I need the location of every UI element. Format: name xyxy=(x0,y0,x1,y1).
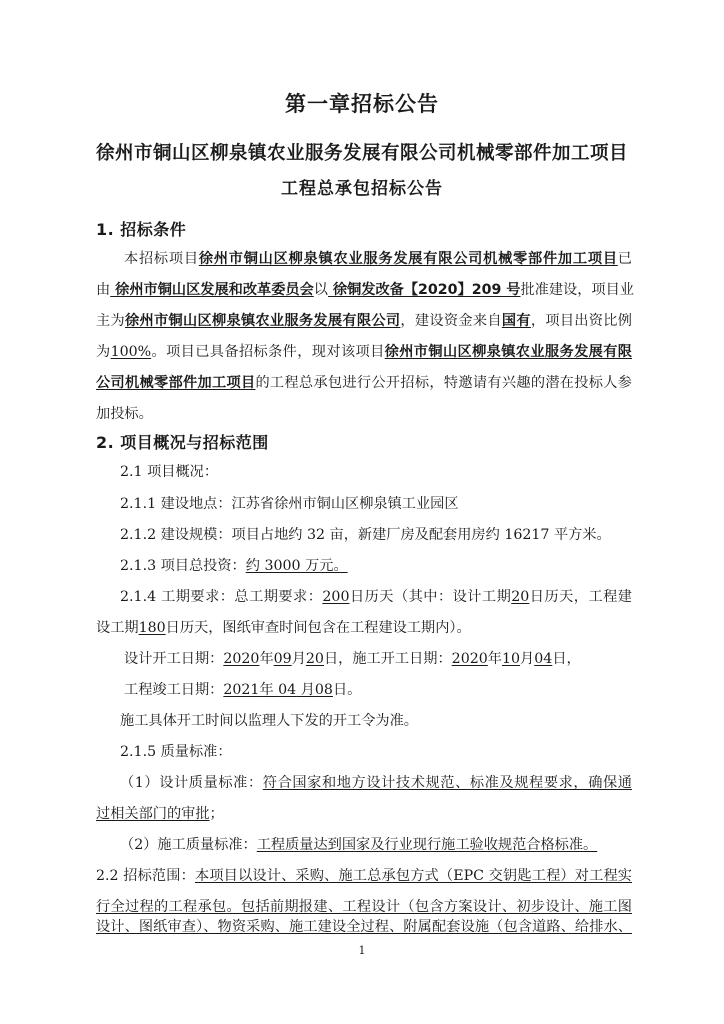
text-run: 月 xyxy=(291,651,306,667)
text-run: 为 xyxy=(96,344,111,360)
fund-source: 国有 xyxy=(501,313,531,329)
text-run: 工程竣工日期： xyxy=(124,682,224,698)
page-number: 1 xyxy=(358,944,366,957)
text-run: 已 xyxy=(617,251,632,267)
schedule-requirement xyxy=(96,587,632,607)
text-run: 月 xyxy=(520,651,535,667)
construction-quality-standard xyxy=(96,835,656,855)
bidding-scope xyxy=(96,866,632,886)
text-run: 本项目以设计、采购、施工总承包方式（EPC 交钥匙工程）对工程实 xyxy=(194,868,632,884)
construction-scale: 2.1.2 建设规模：项目占地约 32 亩，新建厂房及配套用房约 16217 平方米。 xyxy=(120,527,611,543)
design-quality-standard xyxy=(96,804,632,824)
approval-authority: 徐州市铜山区发展和改革委员会 xyxy=(110,282,314,298)
text-run: 年 xyxy=(487,651,502,667)
chapter-title: 第一章招标公告 xyxy=(285,92,439,116)
text-run: 2.1.4 工期要求：总工期要求： xyxy=(120,589,323,605)
text-run: （2）施工质量标准： xyxy=(120,837,257,853)
text-run: 设计开工日期： xyxy=(124,651,224,667)
approval-number: 徐铜发改备【2020】209 号 xyxy=(327,282,521,298)
construction-start-day: 04 xyxy=(534,651,553,667)
project-owner: 徐州市铜山区柳泉镇农业服务发展有限公司 xyxy=(125,313,401,329)
text-run: 2.1.3 项目总投资： xyxy=(120,558,246,574)
design-days: 20 xyxy=(511,589,530,605)
text-run: 以 xyxy=(313,282,328,298)
section2-heading: 2. 项目概况与招标范围 xyxy=(96,433,269,452)
text-run: ； xyxy=(209,806,224,822)
section1-paragraph-line xyxy=(96,373,632,393)
bidding-scope: 设计、图纸审查）、物资采购、施工建设全过程、附属配套设施（包含道路、给排水、 xyxy=(96,919,632,935)
schedule-requirement xyxy=(96,618,632,638)
design-quality-standard xyxy=(96,773,632,793)
text-run: ，项目出资比例 xyxy=(530,313,632,329)
completion-year: 2021 xyxy=(223,682,260,698)
text-run: 由 xyxy=(96,282,111,298)
section1-paragraph-line: 加投标。 xyxy=(96,406,153,422)
start-note: 施工具体开工时间以监理人下发的开工令为准。 xyxy=(120,713,418,729)
project-name: 徐州市铜山区柳泉镇农业服务发展有限 xyxy=(384,344,632,360)
text-run: 的工程总承包进行公开招标，特邀请有兴趣的潜在投标人参 xyxy=(255,375,632,391)
text-run: 。项目已具备招标条件，现对该项目 xyxy=(151,344,385,360)
text-run: ，建设资金来自 xyxy=(400,313,502,329)
completion-month: 04 xyxy=(278,682,297,698)
section1-heading: 1. 招标条件 xyxy=(96,220,187,239)
text-run: 2.2 招标范围： xyxy=(96,868,195,884)
project-overview-label: 2.1 项目概况： xyxy=(120,464,219,480)
start-dates xyxy=(96,649,660,669)
total-days: 200 xyxy=(322,589,350,605)
text-run: 日， xyxy=(552,651,581,667)
announcement-title: 工程总承包招标公告 xyxy=(281,179,443,199)
investment-amount: 约 3000 万元。 xyxy=(245,558,348,574)
text-run: 年 xyxy=(259,651,274,667)
text-run: 年 xyxy=(259,682,279,698)
design-start-month: 09 xyxy=(273,651,292,667)
text-run: 日历天，工程建 xyxy=(529,589,632,605)
text-run: （1）设计质量标准： xyxy=(120,775,263,791)
funding-ratio: 100% xyxy=(110,344,152,360)
text-run: 批准建设，项目业 xyxy=(520,282,634,298)
section1-paragraph-line xyxy=(96,280,632,300)
construction-start-year: 2020 xyxy=(451,651,488,667)
design-start-year: 2020 xyxy=(223,651,260,667)
text-run: 符合国家和地方设计技术规范、标准及规程要求，确保通 xyxy=(262,775,632,791)
text-run: 日历天（其中：设计工期 xyxy=(349,589,512,605)
section1-paragraph-line xyxy=(96,342,632,362)
completion-date xyxy=(96,680,660,700)
text-run: 设工期 xyxy=(96,620,139,636)
bidding-scope: 行全过程的工程承包。包括前期报建、工程设计（包含方案设计、初步设计、施工图 xyxy=(96,899,632,915)
text-run: 工程质量达到国家及行业现行施工验收规范合格标准。 xyxy=(256,837,598,853)
section1-paragraph-line xyxy=(96,311,632,331)
construction-site: 2.1.1 建设地点：江苏省徐州市铜山区柳泉镇工业园区 xyxy=(120,496,459,512)
project-name: 公司机械零部件加工项目 xyxy=(96,375,256,391)
project-title: 徐州市铜山区柳泉镇农业服务发展有限公司机械零部件加工项目 xyxy=(95,143,628,164)
design-start-day: 20 xyxy=(305,651,324,667)
text-run: 主为 xyxy=(96,313,125,329)
section1-paragraph-line xyxy=(96,249,632,269)
total-investment xyxy=(96,556,656,576)
construction-days: 180 xyxy=(138,620,166,636)
completion-day: 08 xyxy=(314,682,333,698)
text-run: 本招标项目 xyxy=(124,251,199,267)
text-run: 月 xyxy=(296,682,315,698)
project-name: 徐州市铜山区柳泉镇农业服务发展有限公司机械零部件加工项目 xyxy=(198,251,618,267)
construction-start-month: 10 xyxy=(501,651,521,667)
text-run: 日历天，图纸审查时间包含在工程建设工期内）。 xyxy=(165,620,471,636)
quality-standard-label: 2.1.5 质量标准： xyxy=(120,744,232,760)
text-run: 日，施工开工日期： xyxy=(323,651,452,667)
text-run: 日。 xyxy=(332,682,362,698)
text-run: 过相关部门的审批 xyxy=(96,806,210,822)
